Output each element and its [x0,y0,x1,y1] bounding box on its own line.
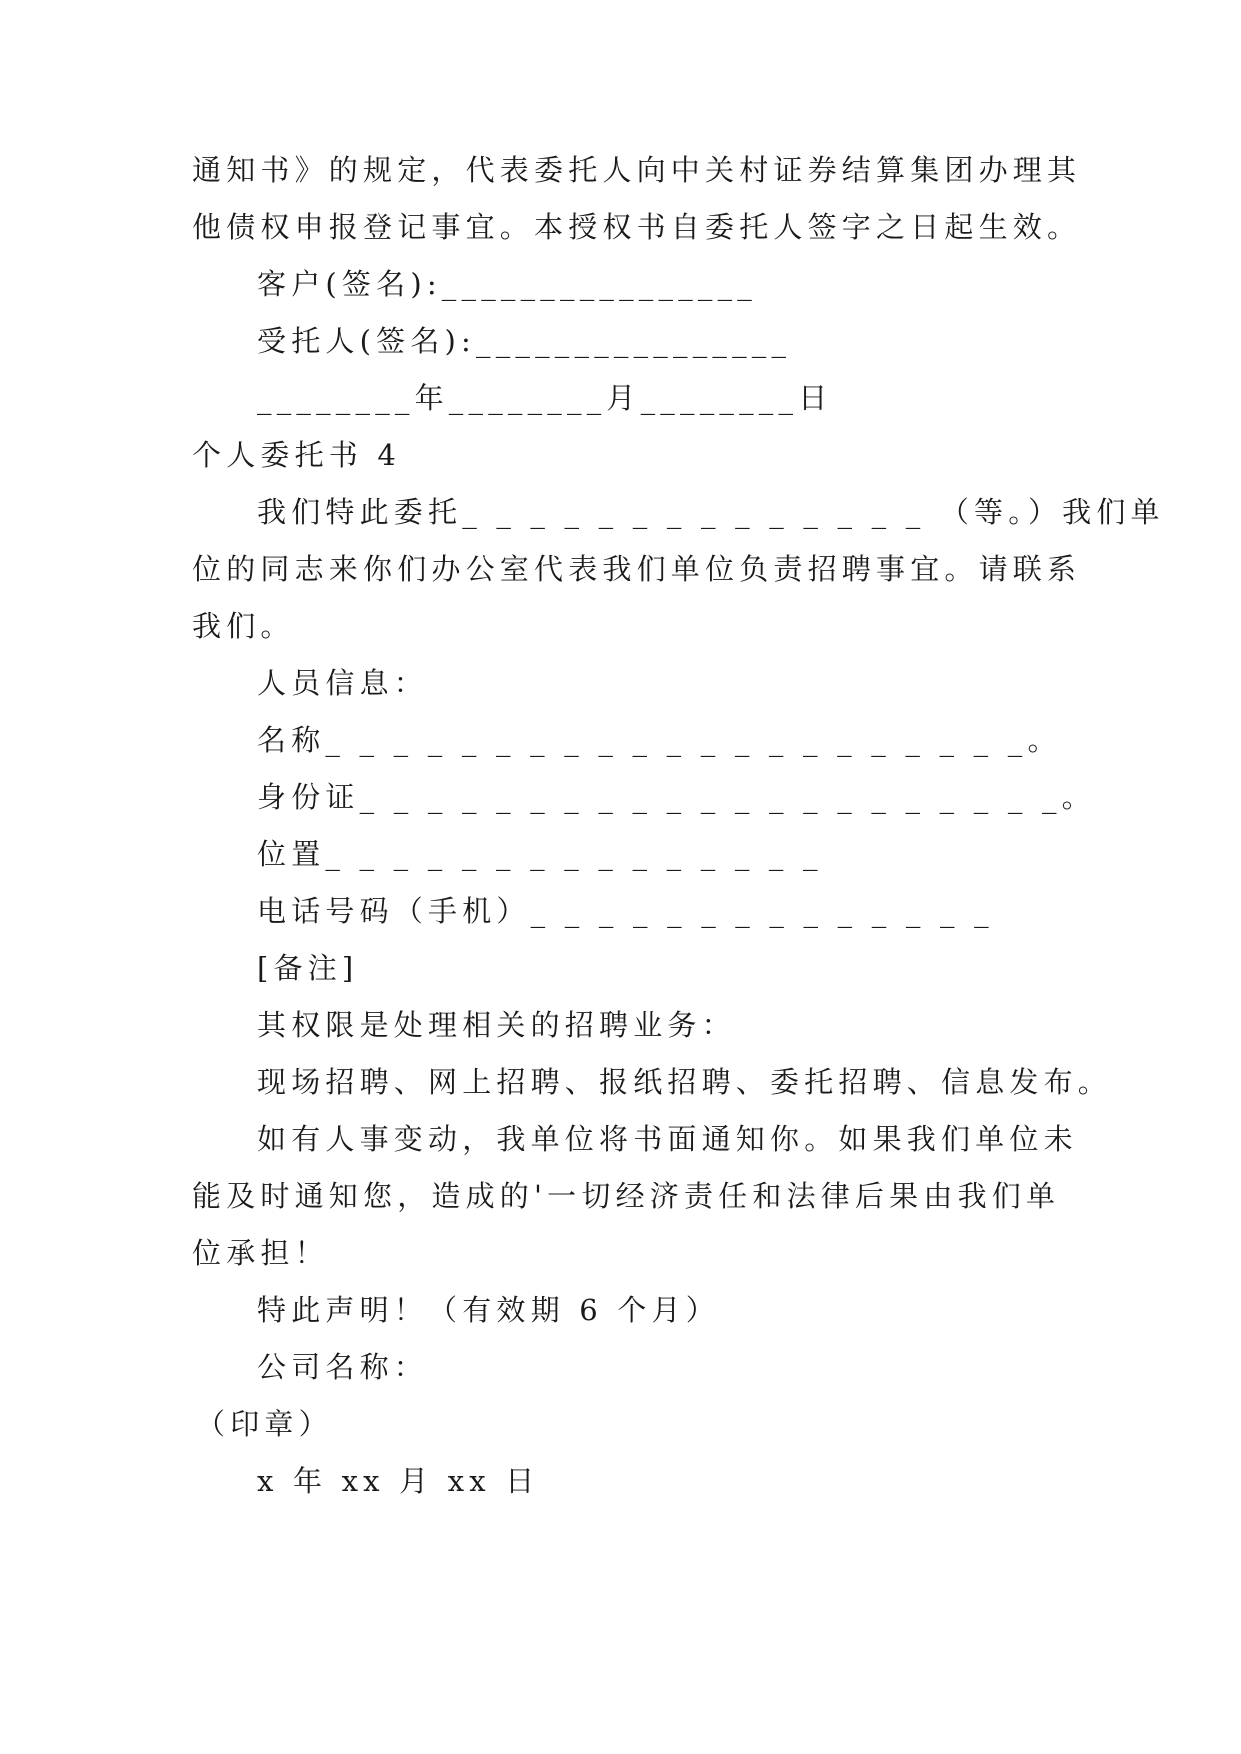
paragraph-line: 位承担！ [192,1236,329,1270]
paragraph-line: 我们特此委托_ _ _ _ _ _ _ _ _ _ _ _ _ _ （等。）我们单 [257,495,1165,529]
id-card-field-line: 身份证_ _ _ _ _ _ _ _ _ _ _ _ _ _ _ _ _ _ _ _ _。 [257,780,1096,814]
date-line: x 年 xx 月 xx 日 [257,1464,540,1498]
position-field-line: 位置_ _ _ _ _ _ _ _ _ _ _ _ _ _ _ [257,837,823,871]
remarks-heading: [备注] [257,951,359,985]
personnel-info-heading: 人员信息： [257,666,429,700]
paragraph-line: 通知书》的规定，代表委托人向中关村证券结算集团办理其 [192,153,1082,187]
seal-line: （印章） [196,1407,333,1441]
paragraph-line: 其权限是处理相关的招聘业务： [257,1008,736,1042]
phone-field-line: 电话号码（手机）_ _ _ _ _ _ _ _ _ _ _ _ _ _ [257,894,994,928]
name-field-line: 名称_ _ _ _ _ _ _ _ _ _ _ _ _ _ _ _ _ _ _ _ _。 [257,723,1062,757]
client-signature-line: 客户(签名):________________ [257,267,757,301]
paragraph-line: 如有人事变动，我单位将书面通知你。如果我们单位未 [257,1122,1078,1156]
company-name-line: 公司名称： [257,1350,429,1384]
paragraph-line: 现场招聘、网上招聘、报纸招聘、委托招聘、信息发布。 [257,1065,1113,1099]
section-title: 个人委托书 4 [192,438,402,472]
paragraph-line: 他债权申报登记事宜。本授权书自委托人签字之日起生效。 [192,210,1082,244]
declaration-line: 特此声明！（有效期 6 个月） [257,1293,720,1327]
paragraph-line: 我们。 [192,609,295,643]
paragraph-line: 能及时通知您，造成的'一切经济责任和法律后果由我们单 [192,1179,1061,1213]
paragraph-line: 位的同志来你们办公室代表我们单位负责招聘事宜。请联系 [192,552,1082,586]
trustee-signature-line: 受托人(签名):________________ [257,324,792,358]
date-line: ________年________月________日 [257,381,833,415]
